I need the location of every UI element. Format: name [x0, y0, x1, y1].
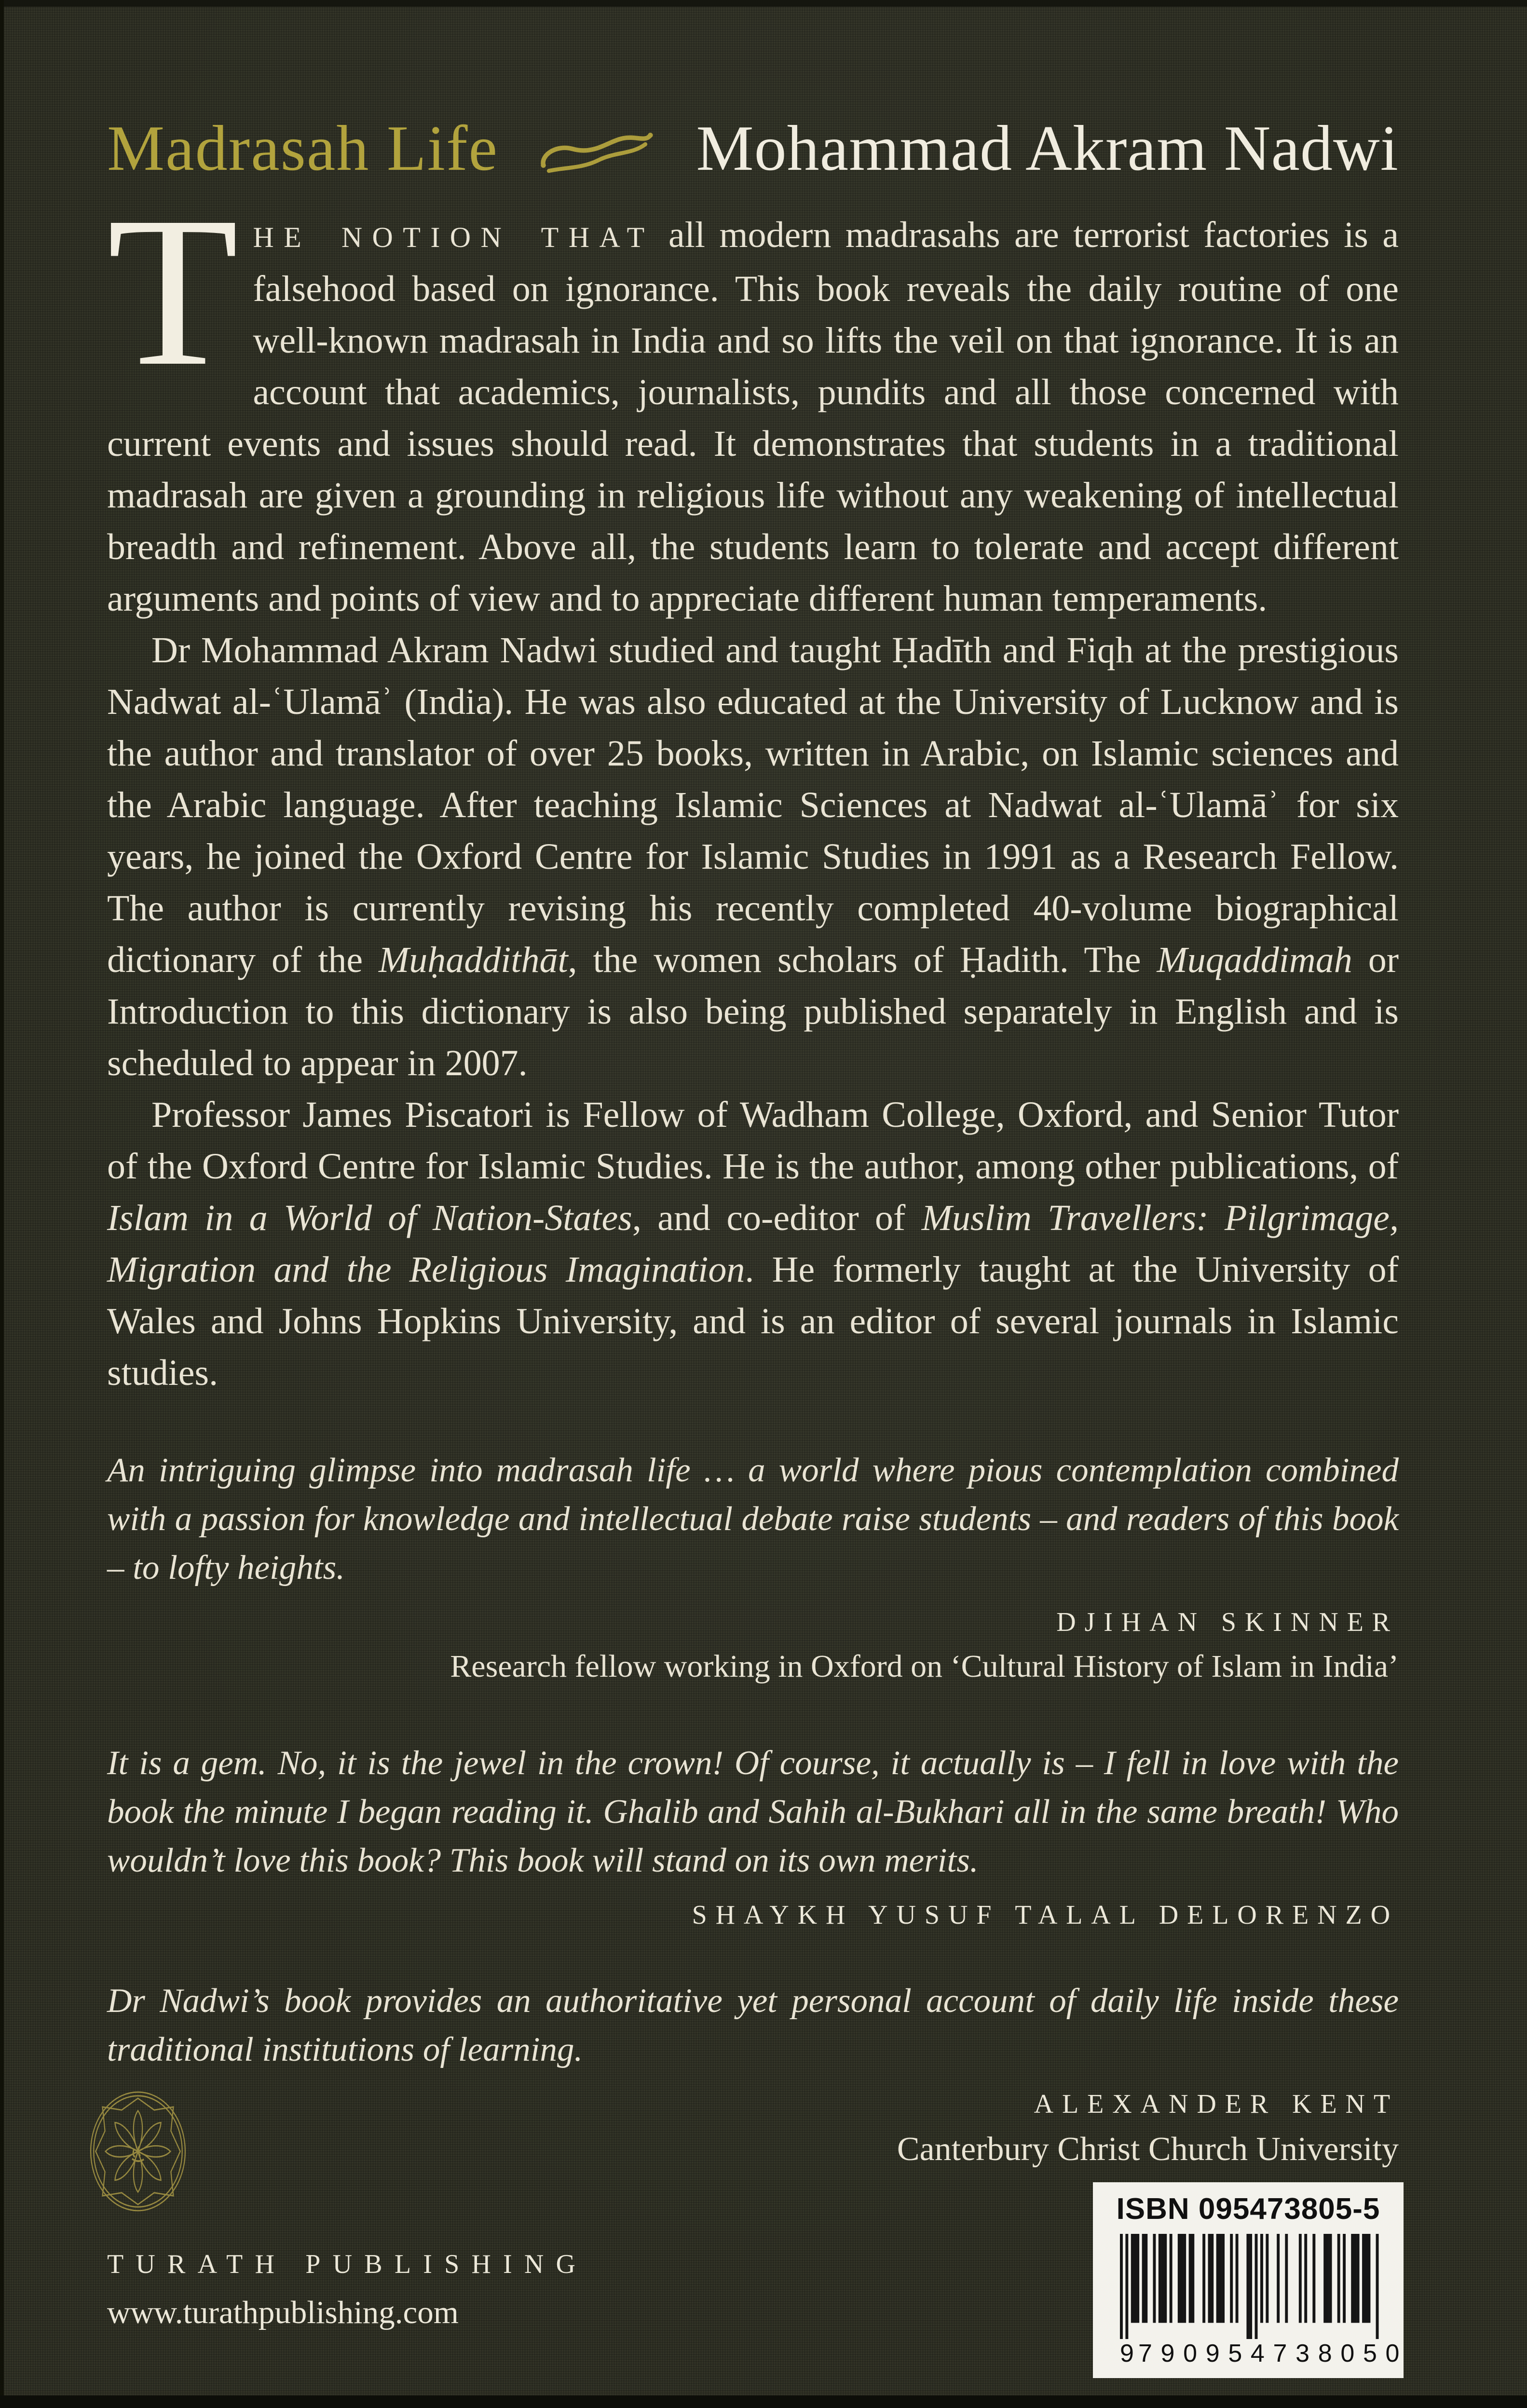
- endorser-affiliation: Research fellow working in Oxford on ‘Cultural History of Islam in India’: [450, 1649, 1399, 1684]
- endorsement-quote: It is a gem. No, it is the jewel in the crown! Of course, it actually is – I fell in love with the book the minute I began reading it. Ghalib and Sahih al-Bukhari all in the same breath! Who wouldn’t love this book? This book will stand on its own merits.: [107, 1744, 1399, 1879]
- paragraph-3: Professor James Piscatori is Fellow of Wadham College, Oxford, and Senior Tutor of the Oxford Centre for Islamic Studies. He is the author, among other publications, of Islam in a World of Nation-States, and co-editor of Muslim Travellers: Pilgrimage, Migration and the Religious Imagination. He formerly taught at the University of Wales and Johns Hopkins University, and is an editor of several journals in Islamic studies.: [107, 1095, 1399, 1393]
- paragraph-2: Dr Mohammad Akram Nadwi studied and taught Ḥadīth and Fiqh at the prestigious Nadwat al-ʿUlamāʾ (India). He was also educated at the University of Lucknow and is the author and translator of over 25 books, written in Arabic, on Islamic sciences and the Arabic language. After teaching Islamic Sciences at Nadwat al-ʿUlamāʾ for six years, he joined the Oxford Centre for Islamic Studies in 1991 as a Research Fellow. The author is currently revising his recently completed 40-volume biographical dictionary of the Muḥaddithāt, the women scholars of Ḥadith. The Muqaddimah or Introduction to this dictionary is also being published separately in English and is scheduled to appear in 2007.: [107, 630, 1399, 1083]
- barcode-digits: [1120, 2340, 1408, 2367]
- title-row: [107, 0, 1399, 184]
- barcode-digit-group: 790954: [1138, 2340, 1273, 2367]
- paragraph-1-text: all modern madrasahs are terrorist factories is a falsehood based on ignorance. This book reveals the daily routine of one well-known madrasah in India and so lifts the veil on that ignorance. It is an account that academics, journalists, pundits and all those concerned with current events and issues should read. It demonstrates that students in a traditional madrasah are given a grounding in religious life without any weakening of intellectual breadth and refinement. Above all, the students learn to tolerate and accept different arguments and points of view and to appreciate different human temperaments.: [107, 215, 1399, 619]
- publisher-website: www.turathpublishing.com: [107, 2295, 459, 2330]
- endorser-affiliation: Canterbury Christ Church University: [897, 2131, 1399, 2168]
- publisher-name: TURATH PUBLISHING: [107, 2249, 588, 2279]
- barcode-digit-group: 738050: [1273, 2340, 1408, 2367]
- scan-edge-left: [0, 0, 4, 2408]
- endorser-name: SHAYKH YUSUF TALAL DELORENZO: [692, 1900, 1399, 1930]
- barcode-wrap: [1120, 2234, 1408, 2367]
- scan-edge-bottom: [0, 2395, 1527, 2408]
- blurb: [107, 173, 1399, 1399]
- endorsement-quote: Dr Nadwi’s book provides an authoritative yet personal account of daily life inside these traditional institutions of learning.: [107, 1982, 1399, 2068]
- book-author: Mohammad Akram Nadwi: [696, 112, 1399, 184]
- endorsement-3: [107, 1977, 1399, 2169]
- endorser-name: ALEXANDER KENT: [1034, 2089, 1399, 2119]
- barcode: [1120, 2234, 1381, 2339]
- barcode-digit-group: 9: [1120, 2340, 1134, 2367]
- scan-edge-top: [0, 0, 1527, 7]
- book-title: Madrasah Life: [107, 112, 499, 184]
- isbn-number: ISBN 095473805-5: [1116, 2192, 1380, 2226]
- endorser-name: DJIHAN SKINNER: [1056, 1607, 1399, 1637]
- lead-small-caps: HE NOTION THAT: [253, 221, 654, 253]
- endorsement-quote: An intriguing glimpse into madrasah life … a world where pious contemplation combined with a passion for knowledge and intellectual debate raise students – and readers of this book – to lofty heights.: [107, 1451, 1399, 1587]
- publisher-rosette-icon: [89, 2090, 187, 2213]
- endorsement-1: [107, 1446, 1399, 1685]
- paragraph-1: [107, 173, 1399, 625]
- endorsement-2: [107, 1739, 1399, 1930]
- isbn-label: [1093, 2182, 1408, 2378]
- drop-cap: T: [107, 173, 239, 410]
- swash-tilde-icon: [537, 122, 657, 178]
